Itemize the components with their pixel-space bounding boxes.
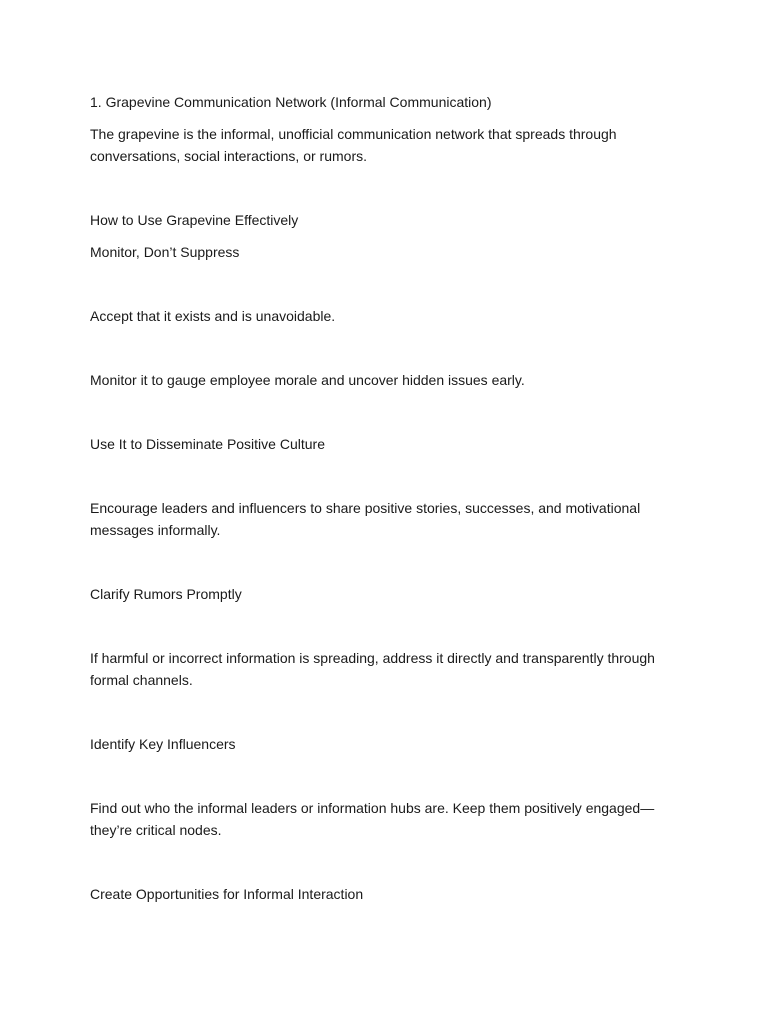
- paragraph-monitor-morale: Monitor it to gauge employee morale and uncover hidden issues early.: [90, 372, 525, 388]
- paragraph-harmful-information: If harmful or incorrect information is spreading, address it directly and transparently through formal channels.: [90, 650, 655, 688]
- paragraph-find-informal-leaders: Find out who the informal leaders or information hubs are. Keep them positively engaged—they’re critical nodes.: [90, 800, 655, 838]
- paragraph-key-influencers: Identify Key Influencers: [90, 736, 236, 752]
- paragraph-how-to-use: How to Use Grapevine Effectively: [90, 212, 299, 228]
- paragraph-informal-interaction: Create Opportunities for Informal Interaction: [90, 886, 364, 902]
- paragraph-monitor-dont-suppress: Monitor, Don’t Suppress: [90, 244, 240, 260]
- paragraph-encourage-leaders: Encourage leaders and influencers to share positive stories, successes, and motivational messages informally.: [90, 500, 641, 538]
- paragraph-accept: Accept that it exists and is unavoidable.: [90, 308, 336, 324]
- document-heading: 1. Grapevine Communication Network (Informal Communication): [90, 94, 492, 110]
- paragraph-positive-culture: Use It to Disseminate Positive Culture: [90, 436, 325, 452]
- paragraph-grapevine-definition: The grapevine is the informal, unofficial communication network that spreads through conversations, social interactions, or rumors.: [90, 126, 617, 164]
- paragraph-clarify-rumors: Clarify Rumors Promptly: [90, 586, 242, 602]
